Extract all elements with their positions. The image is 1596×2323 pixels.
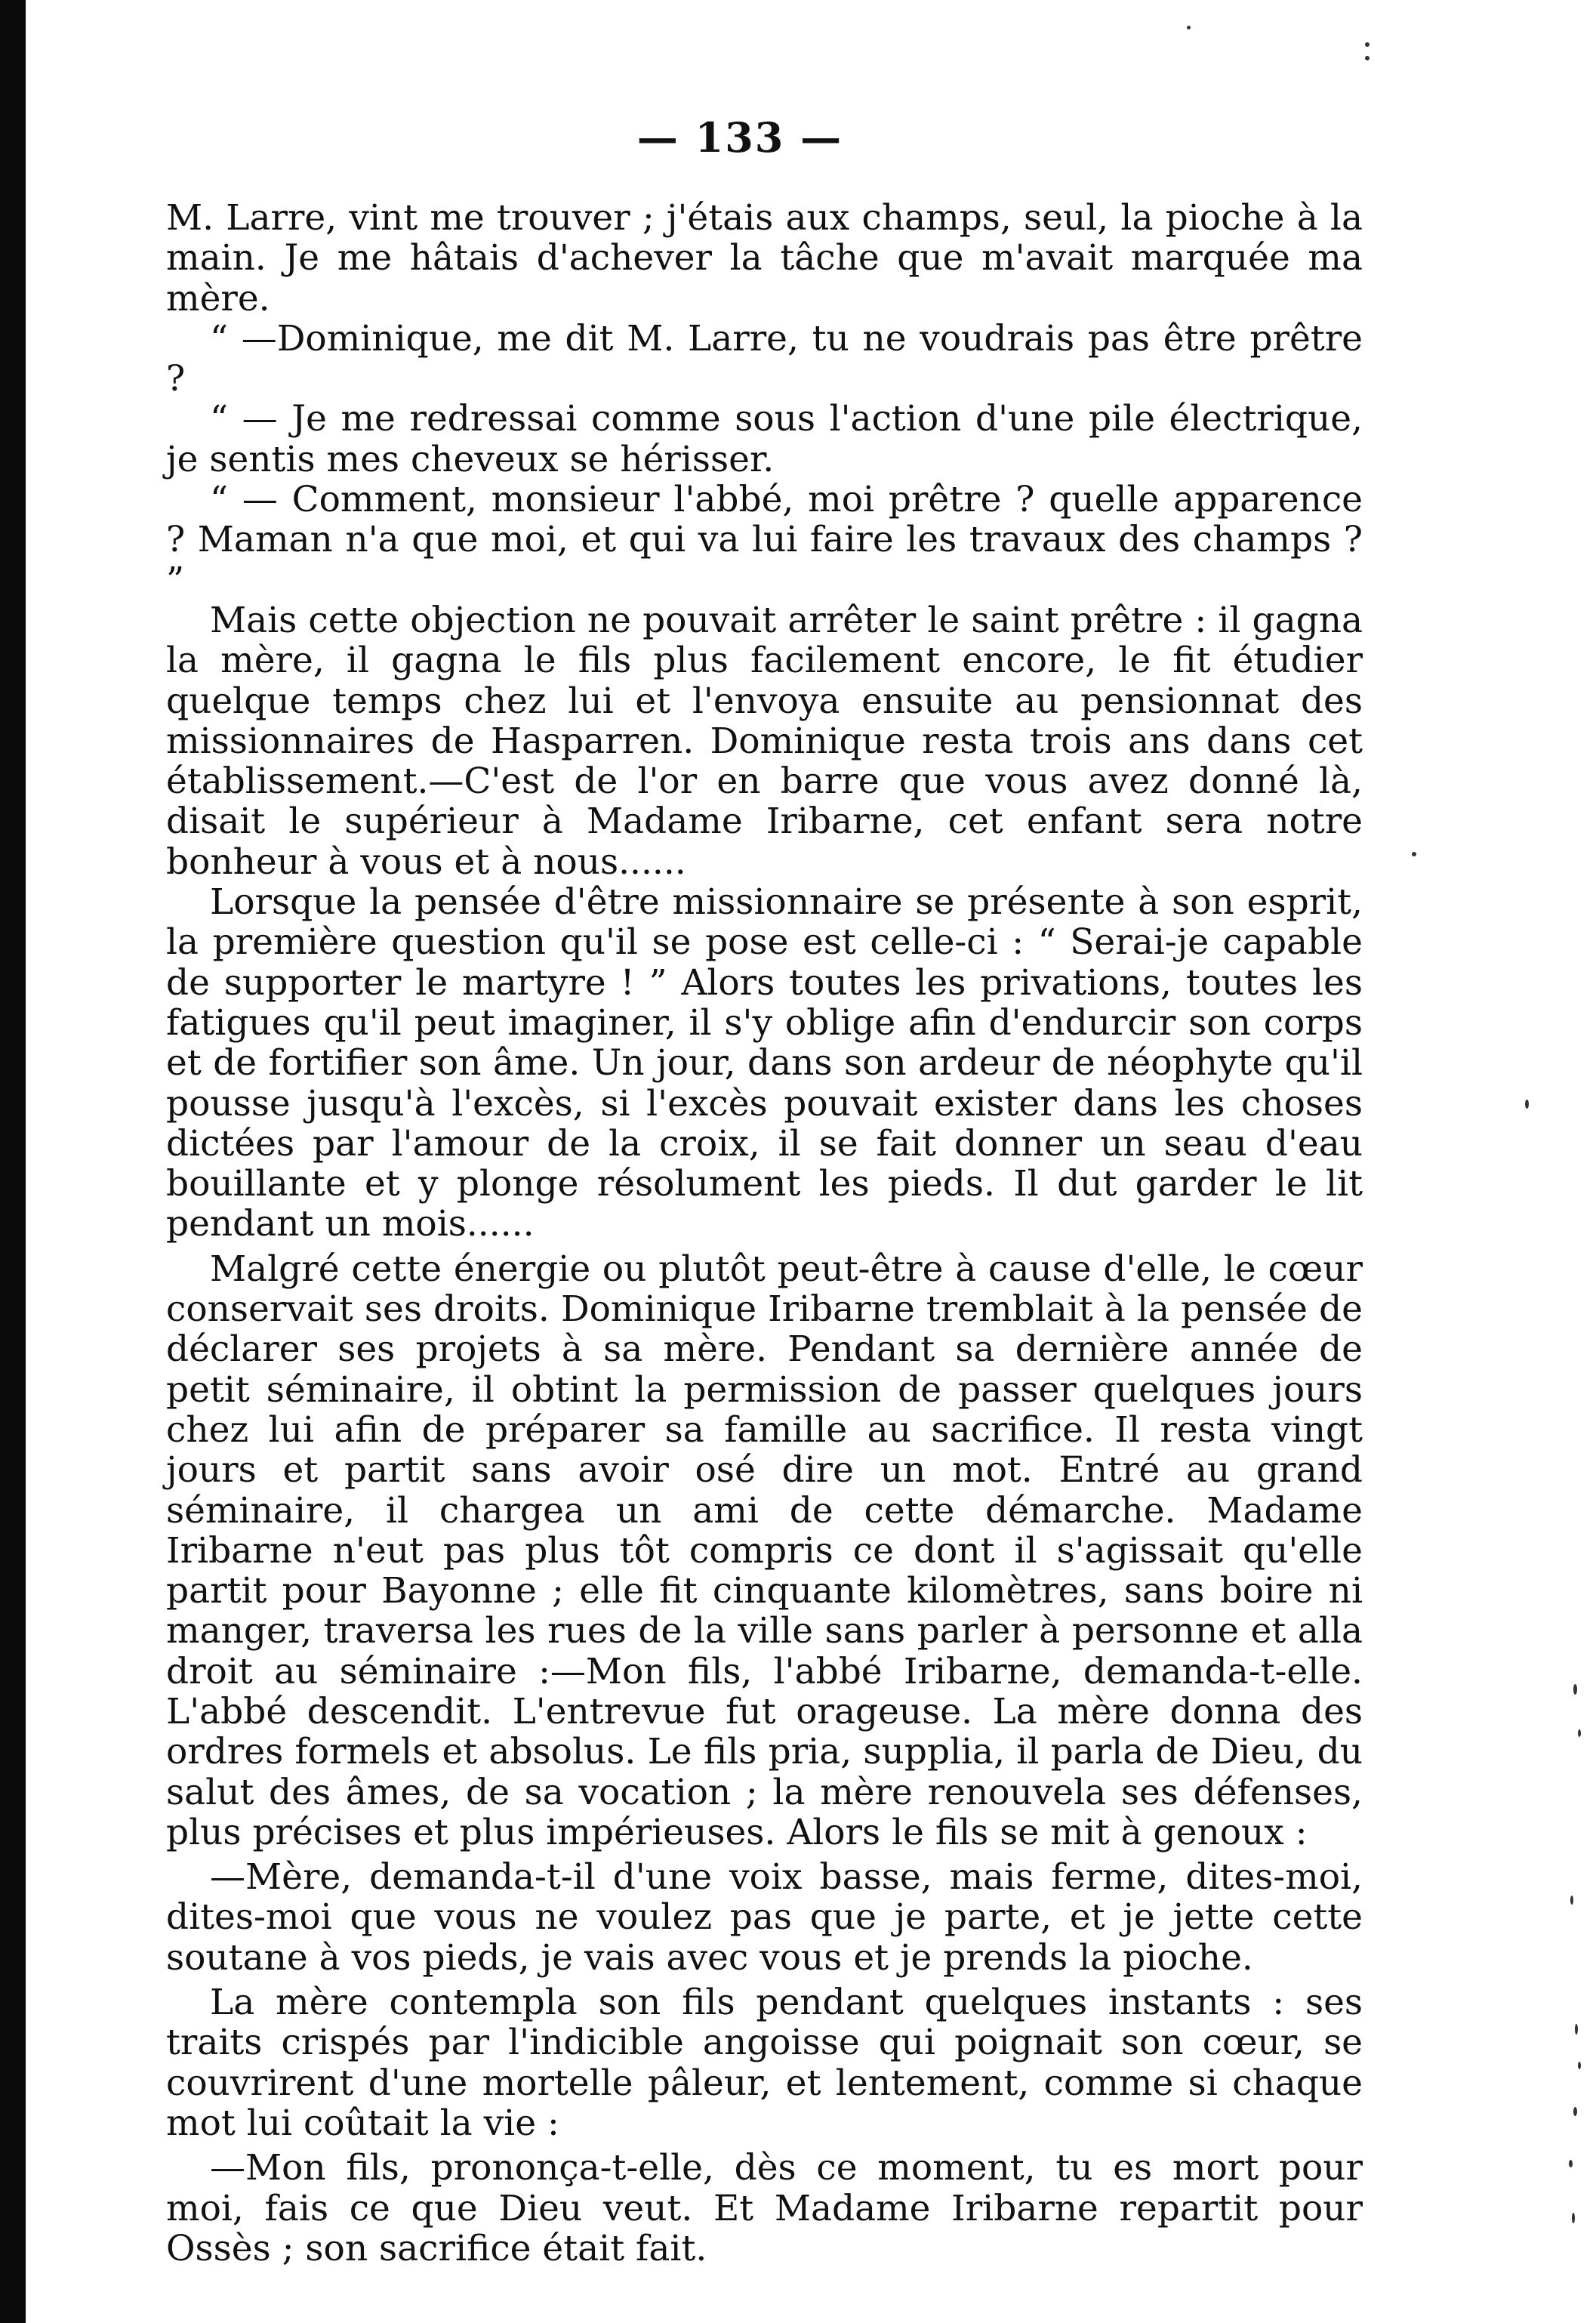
paragraph-9: La mère contempla son fils pendant quelques instants : ses traits crispés par l'indicible angoisse qui poignait son cœur, se couvrirent d'une mortelle pâleur, et lentement, comme si chaque mot lui coûtait la vie :: [166, 1982, 1363, 2144]
paragraph-5: Mais cette objection ne pouvait arrêter le saint prêtre : il gagna la mère, il gagna le fils plus facilement encore, le fit étudier quelque temps chez lui et l'envoya ensuite au pensionnat des missionnaires de Hasparren. Dominique resta trois ans dans cet établissement.—C'est de l'or en barre que vous avez donné là, disait le supérieur à Madame Iribarne, cet enfant sera notre bonheur à vous et à nous......: [166, 599, 1363, 883]
scan-speck: [1187, 26, 1191, 29]
scan-speck: [1578, 2062, 1581, 2069]
scan-speck: [1365, 56, 1370, 60]
paragraph-6: Lorsque la pensée d'être missionnaire se présente à son esprit, la première question qu'il se pose est celle-ci : “ Serai-je capable de supporter le martyre ! ” Alors toutes les privations, toutes les fatigues qu'il peut imaginer, il s'y oblige afin d'endurcir son corps et de fortifier son âme. Un jour, dans son ardeur de néophyte qu'il pousse jusqu'à l'excès, si l'excès pouvait exister dans les choses dictées par l'amour de la croix, il se fait donner un seau d'eau bouillante et y plonge résolument les pieds. Il dut garder le lit pendant un mois......: [166, 881, 1363, 1245]
scan-speck: [1578, 1729, 1581, 1737]
scan-speck: [1572, 2213, 1575, 2223]
scan-speck: [1573, 2107, 1577, 2116]
paragraph-8: —Mère, demanda-t-il d'une voix basse, mais ferme, dites-moi, dites-moi que vous ne voulez pas que je parte, et je jette cette soutane à vos pieds, je vais avec vous et je prends la pioche.: [166, 1856, 1363, 1979]
paragraph-4: “ — Comment, monsieur l'abbé, moi prêtre ? quelle apparence ? Maman n'a que moi, et qui va lui faire les travaux des champs ? ”: [166, 479, 1363, 601]
scan-speck: [1569, 2160, 1573, 2167]
paragraph-3: “ — Je me redressai comme sous l'action d'une pile électrique, je sentis mes cheveux se hérisser.: [166, 398, 1363, 480]
body-text: [166, 198, 1363, 2269]
scan-speck: [1570, 1896, 1573, 1905]
scan-speck: [1412, 852, 1416, 856]
page-number: — 133 —: [636, 113, 843, 162]
page-binding-edge: [0, 0, 26, 2323]
scan-speck: [1365, 42, 1370, 47]
scan-speck: [1525, 1100, 1529, 1109]
scan-speck: [1575, 2024, 1578, 2035]
paragraph-10: —Mon fils, prononça-t-elle, dès ce moment, tu es mort pour moi, fais ce que Dieu veut. Et Madame Iribarne repartit pour Ossès ; son sacrifice était fait.: [166, 2147, 1363, 2269]
paragraph-1: M. Larre, vint me trouver ; j'étais aux champs, seul, la pioche à la main. Je me hâtais d'achever la tâche que m'avait marquée ma mère.: [166, 197, 1363, 319]
scan-speck: [1573, 1684, 1577, 1695]
paragraph-7: Malgré cette énergie ou plutôt peut-être à cause d'elle, le cœur conservait ses droits. Dominique Iribarne tremblait à la pensée de déclarer ses projets à sa mère. Pendant sa dernière année de petit séminaire, il obtint la permission de passer quelques jours chez lui afin de préparer sa famille au sacrifice. Il resta vingt jours et partit sans avoir osé dire un mot. Entré au grand séminaire, il chargea un ami de cette démarche. Madame Iribarne n'eut pas plus tôt compris ce dont il s'agissait qu'elle partit pour Bayonne ; elle fit cinquante kilomètres, sans boire ni manger, traversa les rues de la ville sans parler à personne et alla droit au séminaire :—Mon fils, l'abbé Iribarne, demanda-t-elle. L'abbé descendit. L'entrevue fut orageuse. La mère donna des ordres formels et absolus. Le fils pria, supplia, il parla de Dieu, du salut des âmes, de sa vocation ; la mère renouvela ses défenses, plus précises et plus impérieuses. Alors le fils se mit à genoux :: [166, 1248, 1363, 1853]
paragraph-2: “ —Dominique, me dit M. Larre, tu ne voudrais pas être prêtre ?: [166, 317, 1363, 400]
